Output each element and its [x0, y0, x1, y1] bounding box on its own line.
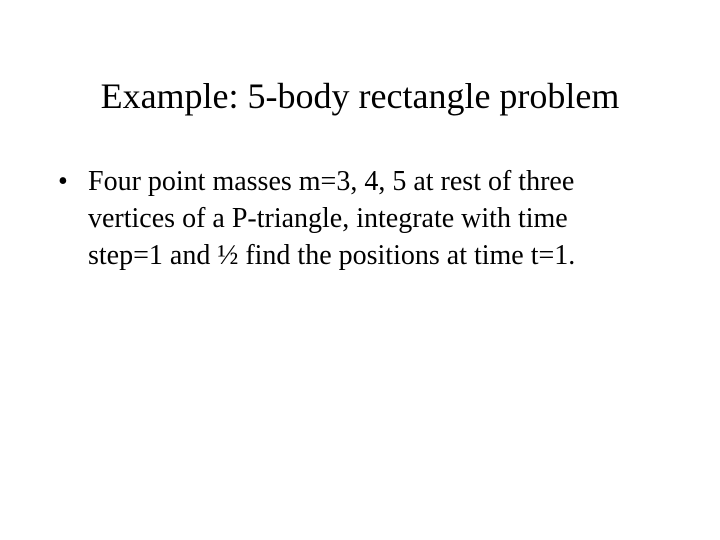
slide-title: Example: 5-body rectangle problem — [100, 76, 620, 116]
bullet-item — [54, 163, 674, 274]
bullet-text-line: Four point masses m=3, 4, 5 at rest of three — [88, 166, 575, 197]
bullet-text-line: step=1 and ½ find the positions at time t=1. — [88, 240, 576, 271]
bullet-marker: • — [58, 166, 68, 197]
bullet-list — [54, 163, 674, 274]
bullet-text-line: vertices of a P-triangle, integrate with time — [88, 203, 568, 234]
